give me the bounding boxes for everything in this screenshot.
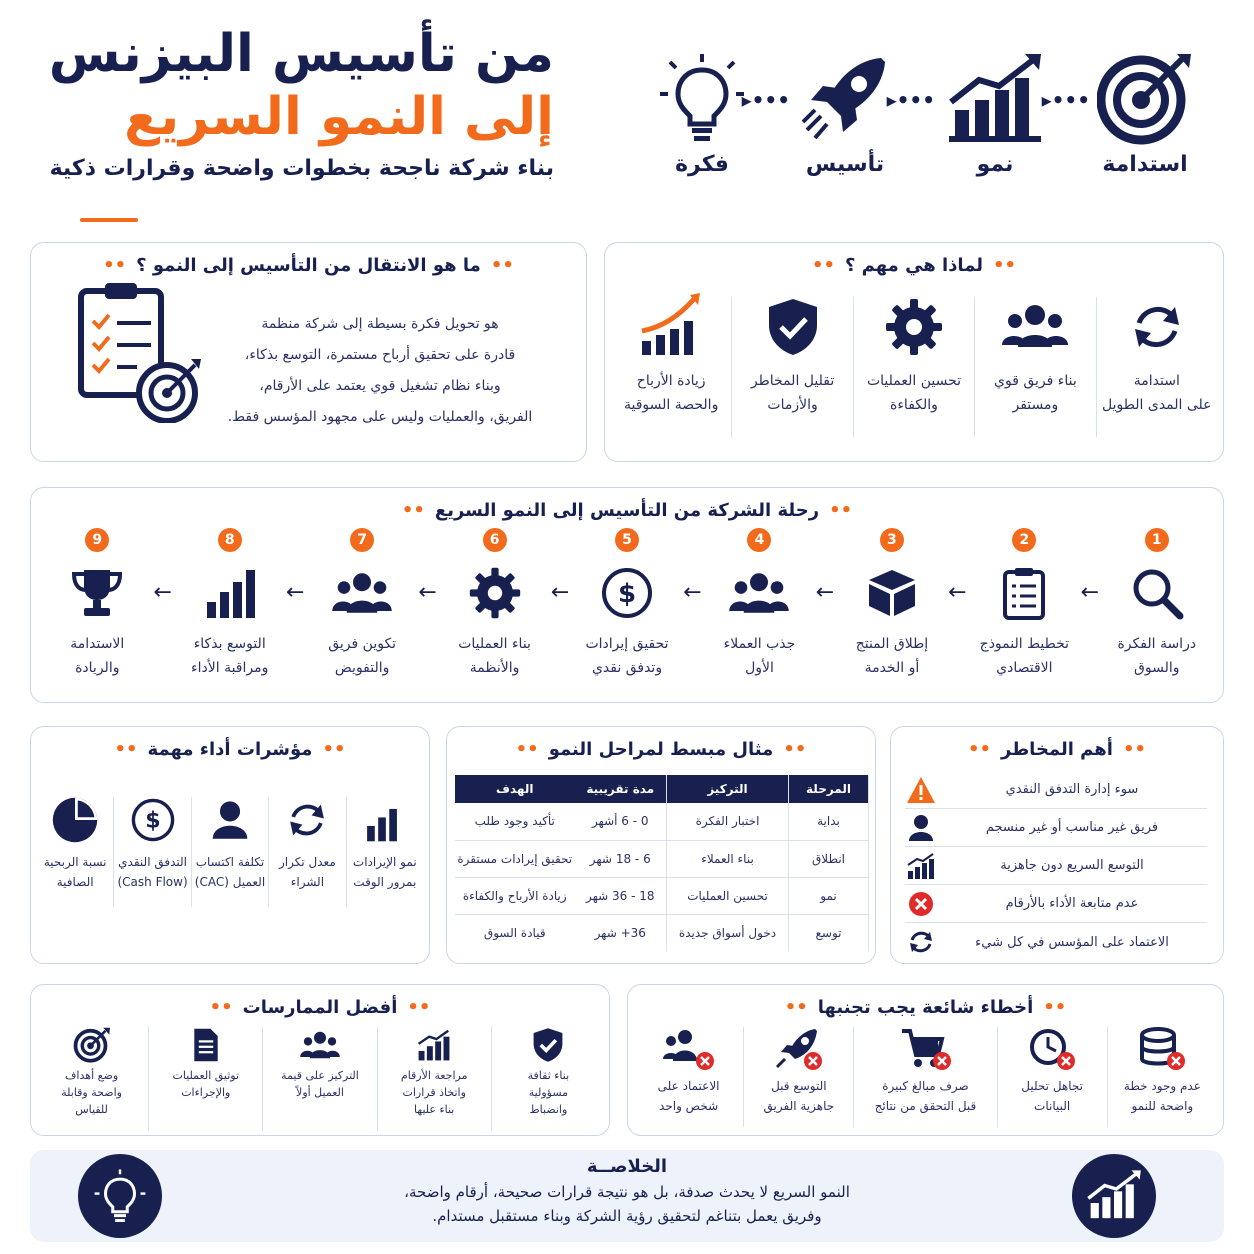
practice-line1: التركيز على قيمة xyxy=(281,1069,359,1082)
why-item-line1: تحسين العمليات xyxy=(866,373,962,389)
kpi-line1: نمو الإيرادات xyxy=(352,855,417,869)
arrow-left-icon: ← xyxy=(285,580,305,605)
mistake-line1: التوسع قبل xyxy=(771,1079,827,1093)
example-title-row: ••مثال مبسط لمراحل النمو•• xyxy=(515,739,807,760)
step-number-badge: 1 xyxy=(1145,528,1169,552)
practice-line2: مسؤولية xyxy=(528,1086,569,1099)
kpi-line2: الصافية xyxy=(56,875,94,889)
kpi-item xyxy=(113,797,190,907)
shield-check-icon xyxy=(530,1027,566,1063)
risks-card xyxy=(890,726,1224,964)
summary-icon-right xyxy=(1072,1154,1156,1238)
table-cell: قيادة السوق xyxy=(483,925,546,940)
journey-step-line1: تحقيق إيرادات xyxy=(585,636,669,652)
why-title: لماذا هي مهم ؟ xyxy=(844,255,984,276)
mistakes-title: أخطاء شائعة يجب تجنبها xyxy=(817,997,1034,1018)
rocket-icon xyxy=(797,50,893,146)
risks-title-row: ••أهم المخاطر•• xyxy=(968,739,1146,760)
kpi-line2: الشراء xyxy=(290,875,325,889)
practice-line1: بناء ثقافة xyxy=(527,1069,570,1082)
risk-text: سوء إدارة التدفق النقدي xyxy=(1005,782,1139,797)
journey-step-line1: دراسة الفكرة xyxy=(1117,636,1197,652)
cart-x-icon xyxy=(900,1027,952,1071)
page-title xyxy=(34,24,554,181)
kpi-line1: معدل تكرار xyxy=(279,855,336,869)
journey-step-line2: الأول xyxy=(745,660,774,676)
mistake-line1: صرف مبالغ كبيرة xyxy=(882,1079,969,1093)
mistake-items xyxy=(634,1027,1217,1127)
practice-item xyxy=(491,1027,605,1131)
kpis-title: مؤشرات أداء مهمة xyxy=(147,739,313,760)
table-cell: نمو xyxy=(789,877,869,914)
step-number-badge: 3 xyxy=(880,528,904,552)
risk-row xyxy=(905,771,1207,809)
search-icon xyxy=(1130,566,1184,620)
header-step-found xyxy=(790,50,900,177)
journey-step-line1: التوسع بذكاء xyxy=(193,636,266,652)
growth-chart-icon xyxy=(415,1027,453,1063)
arrow-left-icon: ← xyxy=(550,580,570,605)
practice-line2: العميل أولاً xyxy=(296,1086,344,1099)
gear-icon xyxy=(884,297,944,357)
journey-step-line2: أو الخدمة xyxy=(864,660,920,676)
journey-step xyxy=(550,528,693,688)
table-cell: انطلاق xyxy=(789,840,869,877)
example-card xyxy=(446,726,876,964)
table-header: الهدف xyxy=(496,782,534,796)
example-title: مثال مبسط لمراحل النمو xyxy=(548,739,774,760)
checklist-icon xyxy=(997,566,1051,620)
subtitle: بناء شركة ناجحة بخطوات واضحة وقرارات ذكية xyxy=(49,156,554,181)
lightbulb-icon xyxy=(91,1167,149,1225)
risk-text: عدم متابعة الأداء بالأرقام xyxy=(1005,896,1139,911)
journey-step-line1: تخطيط النموذج xyxy=(979,636,1070,652)
shield-check-icon xyxy=(763,297,823,357)
mistake-line2: شخص واحد xyxy=(659,1099,719,1113)
practice-line3: للقياس xyxy=(75,1103,108,1116)
mistake-item xyxy=(634,1027,743,1127)
why-item-line2: والحصة السوقية xyxy=(623,397,719,413)
target-icon xyxy=(1097,50,1193,146)
title-line-2: إلى النمو السريع xyxy=(124,87,554,147)
document-icon xyxy=(189,1027,223,1063)
journey-steps xyxy=(31,528,1223,688)
what-line: هو تحويل فكرة بسيطة إلى شركة منظمة xyxy=(261,316,499,332)
journey-step xyxy=(948,528,1090,688)
practice-line2: واضحة وقابلة xyxy=(61,1086,122,1099)
practices-title: أفضل الممارسات xyxy=(242,997,398,1018)
journey-step xyxy=(285,528,428,688)
kpi-item xyxy=(37,797,113,907)
table-row xyxy=(455,914,869,951)
team-icon xyxy=(332,566,392,620)
mistake-line2: البيانات xyxy=(1034,1099,1071,1113)
risk-row xyxy=(905,885,1207,923)
practice-line2: والإجراءات xyxy=(181,1086,231,1099)
table-cell: 0 - 6 أشهر xyxy=(575,803,667,840)
kpi-line2: بمرور الوقت xyxy=(353,875,417,889)
step-number-badge: 6 xyxy=(483,528,507,552)
risk-text: فريق غير مناسب أو غير منسجم xyxy=(985,820,1159,835)
journey-title-row: ••رحلة الشركة من التأسيس إلى النمو السريع•• xyxy=(401,500,853,521)
practice-item xyxy=(35,1027,148,1131)
why-item xyxy=(731,297,852,437)
step-number-badge: 7 xyxy=(350,528,374,552)
why-item xyxy=(853,297,974,437)
journey-step xyxy=(31,528,163,688)
practices-title-row: ••أفضل الممارسات•• xyxy=(209,997,431,1018)
mistake-line1: عدم وجود خطة xyxy=(1123,1079,1201,1093)
summary-banner xyxy=(30,1150,1224,1242)
risk-row xyxy=(905,923,1207,961)
kpi-line1: تكلفة اكتساب xyxy=(195,855,265,869)
kpi-line2: (Cash Flow) xyxy=(117,875,188,889)
practices-card xyxy=(30,984,610,1136)
kpi-line1: التدفق النقدي xyxy=(118,855,187,869)
what-line: الفريق، والعمليات وليس على مجهود المؤسس فقط. xyxy=(227,409,533,425)
what-line: وبناء نظام تشغيل قوي يعتمد على الأرقام، xyxy=(259,378,501,394)
arrow-left-icon: ← xyxy=(1080,580,1099,605)
practice-line3: بناء عليها xyxy=(414,1103,455,1116)
mistakes-title-row: ••أخطاء شائعة يجب تجنبها•• xyxy=(784,997,1067,1018)
table-cell: 18 - 36 شهر xyxy=(575,877,667,914)
practice-items xyxy=(35,1027,605,1131)
table-row xyxy=(455,803,869,840)
why-card xyxy=(604,242,1224,462)
journey-step-line2: والسوق xyxy=(1134,660,1180,676)
journey-step-line2: والريادة xyxy=(75,660,120,676)
what-line: قادرة على تحقيق أرباح مستمرة، التوسع بذكاء، xyxy=(244,347,516,363)
target-icon xyxy=(73,1027,111,1063)
pie-icon xyxy=(50,795,100,845)
header-step-idea xyxy=(650,50,754,177)
growth-chart-icon xyxy=(945,50,1045,146)
x-circle-icon xyxy=(905,889,937,919)
step-number-badge: 8 xyxy=(218,528,242,552)
header-step-growth xyxy=(935,50,1055,177)
risks-title: أهم المخاطر xyxy=(1001,739,1113,760)
journey-step-line1: تكوين فريق xyxy=(328,636,397,652)
header-step-label: نمو xyxy=(976,152,1014,177)
kpi-item xyxy=(268,797,345,907)
title-line-1: من تأسيس البيزنس xyxy=(48,24,554,84)
what-card xyxy=(30,242,587,462)
journey-step-line2: ومراقبة الأداء xyxy=(191,660,269,676)
why-item-line1: بناء فريق قوي xyxy=(994,373,1077,389)
practice-item xyxy=(148,1027,262,1131)
step-number-badge: 9 xyxy=(85,528,109,552)
dollar-icon xyxy=(600,566,654,620)
journey-step-line1: الاستدامة xyxy=(70,636,125,652)
mistake-line1: الاعتماد على xyxy=(657,1079,720,1093)
what-title: ما هو الانتقال من التأسيس إلى النمو ؟ xyxy=(136,255,481,276)
kpis-card xyxy=(30,726,430,964)
journey-step xyxy=(153,528,296,688)
table-cell: زيادة الأرباح والكفاءة xyxy=(462,888,567,903)
why-item-line2: ومستقر xyxy=(1012,397,1059,413)
journey-step-line2: وتدفق نقدي xyxy=(591,660,663,676)
why-item-line1: زيادة الأرباح xyxy=(636,373,706,389)
summary-line2: وفريق يعمل بتناغم لتحقيق رؤية الشركة وبناء مستقبل مستدام. xyxy=(432,1207,822,1225)
practice-item xyxy=(377,1027,491,1131)
dollar-icon xyxy=(130,797,176,843)
why-item-line2: على المدى الطويل xyxy=(1102,397,1212,413)
flow-arrow: •••▸ xyxy=(741,88,790,112)
why-items xyxy=(611,297,1217,437)
journey-card xyxy=(30,487,1224,703)
box-icon xyxy=(865,566,919,620)
table-cell: تحقيق إيرادات مستقرة xyxy=(457,851,573,866)
why-item-line1: تقليل المخاطر xyxy=(750,373,835,389)
summary-title: الخلاصــة xyxy=(586,1156,668,1177)
person-icon xyxy=(207,797,253,843)
what-text xyxy=(210,309,550,433)
header-step-label: تأسيس xyxy=(805,152,885,177)
mistake-item xyxy=(743,1027,853,1127)
practice-item xyxy=(262,1027,376,1131)
clipboard-target-icon xyxy=(75,279,205,423)
table-cell: تأكيد وجود طلب xyxy=(474,814,555,829)
lightbulb-icon xyxy=(654,50,750,146)
table-cell: تحسين العمليات xyxy=(667,877,789,914)
risk-row xyxy=(905,809,1207,847)
journey-step xyxy=(1080,528,1223,688)
team-icon xyxy=(729,566,789,620)
header-steps xyxy=(650,50,1220,190)
mistake-item xyxy=(853,1027,996,1127)
mistake-line2: واضحة للنمو xyxy=(1131,1099,1194,1113)
kpi-line1: نسبة الربحية xyxy=(43,855,107,869)
why-item xyxy=(1096,297,1217,437)
bars-icon xyxy=(203,566,257,620)
refresh-icon xyxy=(284,797,330,843)
team-x-icon xyxy=(663,1027,715,1071)
practice-line1: مراجعة الأرقام xyxy=(400,1069,468,1082)
summary-line1: النمو السريع لا يحدث صدفة، بل هو نتيجة قرارات صحيحة، أرقام واضحة، xyxy=(404,1183,850,1201)
kpi-items xyxy=(37,797,423,907)
journey-step-line2: الاقتصادي xyxy=(996,660,1053,676)
header-step-label: استدامة xyxy=(1102,152,1188,177)
svg-text:$: $ xyxy=(617,579,637,609)
growth-chart-icon xyxy=(905,851,937,881)
why-item xyxy=(611,297,731,437)
mistake-item xyxy=(1107,1027,1217,1127)
table-cell: 36+ شهر xyxy=(575,914,667,951)
why-title-row: ••لماذا هي مهم ؟•• xyxy=(811,255,1017,276)
kpi-item xyxy=(346,797,423,907)
header-step-label: فكرة xyxy=(675,152,729,177)
table-cell: اختبار الفكرة xyxy=(667,803,789,840)
practice-line2: واتخاذ قرارات xyxy=(402,1086,466,1099)
kpis-title-row: ••مؤشرات أداء مهمة•• xyxy=(114,739,346,760)
kpi-item xyxy=(191,797,268,907)
arrow-left-icon: ← xyxy=(153,580,172,605)
table-header: المرحلة xyxy=(789,775,869,803)
kpi-line2: العميل (CAC) xyxy=(194,875,266,889)
growth-chart-icon xyxy=(1084,1168,1144,1224)
table-cell: بداية xyxy=(789,803,869,840)
mistake-line1: تجاهل تحليل xyxy=(1021,1079,1083,1093)
journey-step xyxy=(418,528,560,688)
risk-text: الاعتماد على المؤسس في كل شيء xyxy=(975,934,1169,950)
title-underline xyxy=(80,218,138,222)
table-cell: 6 - 18 شهر xyxy=(575,840,667,877)
clock-x-icon xyxy=(1028,1027,1076,1071)
table-cell: توسع xyxy=(789,914,869,951)
table-row xyxy=(455,840,869,877)
refresh-icon xyxy=(905,927,937,957)
why-item-line1: استدامة xyxy=(1133,373,1180,389)
warning-icon xyxy=(905,775,937,805)
header-step-sustain xyxy=(1090,50,1200,177)
flow-arrow: •••▸ xyxy=(1041,88,1090,112)
table-header-row xyxy=(455,775,869,803)
journey-step-line1: إطلاق المنتج xyxy=(855,636,929,652)
journey-step-line1: بناء العمليات xyxy=(458,636,531,652)
table-cell: دخول أسواق جديدة xyxy=(667,914,789,951)
table-header: مدة تقريبية xyxy=(575,775,667,803)
step-number-badge: 4 xyxy=(747,528,771,552)
person-icon xyxy=(905,813,937,843)
svg-text:$: $ xyxy=(144,807,161,834)
journey-step-line1: جذب العملاء xyxy=(723,636,796,652)
mistake-line2: جاهزية الفريق xyxy=(763,1099,835,1113)
step-number-badge: 2 xyxy=(1012,528,1036,552)
gear-icon xyxy=(468,566,522,620)
practice-line1: توثيق العمليات xyxy=(172,1069,240,1082)
risks-list xyxy=(905,771,1207,961)
mistakes-card xyxy=(627,984,1224,1136)
journey-step xyxy=(683,528,825,688)
arrow-left-icon: ← xyxy=(418,580,437,605)
mistake-item xyxy=(997,1027,1107,1127)
bars-icon xyxy=(362,797,408,843)
team-icon xyxy=(300,1027,340,1063)
arrow-left-icon: ← xyxy=(683,580,702,605)
summary-icon-left xyxy=(78,1154,162,1238)
what-title-row: ••ما هو الانتقال من التأسيس إلى النمو ؟•• xyxy=(103,255,514,276)
practice-line3: وانضباط xyxy=(529,1103,568,1116)
why-item-line2: والكفاءة xyxy=(890,397,938,413)
database-x-icon xyxy=(1138,1027,1186,1071)
arrow-left-icon: ← xyxy=(815,580,835,605)
table-header: التركيز xyxy=(667,775,789,803)
practice-line1: وضع أهداف xyxy=(65,1069,119,1082)
rocket-x-icon xyxy=(775,1027,823,1071)
table-row xyxy=(455,877,869,914)
team-icon xyxy=(1002,297,1068,357)
refresh-icon xyxy=(1127,297,1187,357)
journey-title: رحلة الشركة من التأسيس إلى النمو السريع xyxy=(434,500,820,521)
growth-stages-table xyxy=(455,775,869,951)
mistake-line2: قبل التحقق من نتائج xyxy=(874,1099,977,1113)
step-number-badge: 5 xyxy=(615,528,639,552)
summary-text xyxy=(230,1156,1024,1225)
journey-step-line2: والتفويض xyxy=(334,660,390,676)
journey-step-line2: والأنظمة xyxy=(469,660,520,676)
why-item-line2: والأزمات xyxy=(767,397,818,413)
trophy-icon xyxy=(70,566,124,620)
risk-row xyxy=(905,847,1207,885)
rising-bars-icon xyxy=(638,291,704,357)
arrow-left-icon: ← xyxy=(948,580,967,605)
table-cell: بناء العملاء xyxy=(667,840,789,877)
risk-text: التوسع السريع دون جاهزية xyxy=(1000,858,1144,873)
flow-arrow: •••▸ xyxy=(886,88,935,112)
why-item xyxy=(974,297,1095,437)
journey-step xyxy=(815,528,958,688)
